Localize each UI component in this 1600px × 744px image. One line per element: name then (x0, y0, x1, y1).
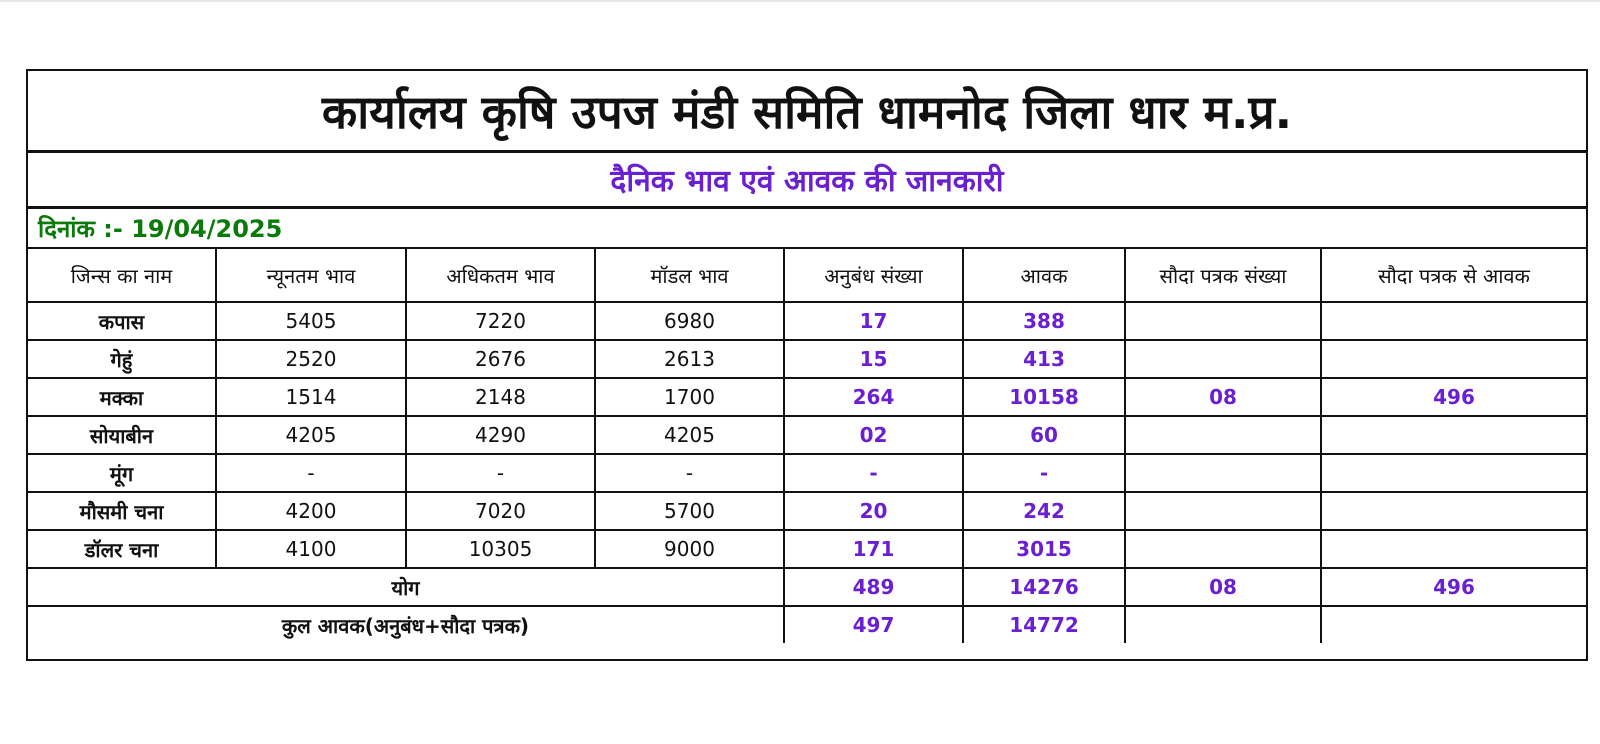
cell-arrival: 242 (963, 492, 1125, 530)
cell-sauda-count (1125, 340, 1321, 378)
cell-sauda-count (1125, 530, 1321, 568)
header-cell-max: अधिकतम भाव (406, 249, 595, 302)
cell-sauda-count: 08 (1125, 378, 1321, 416)
total-row-arrival: 14276 (963, 568, 1125, 606)
cell-crop-name: गेहुं (28, 340, 216, 378)
cell-min-price: 4200 (216, 492, 406, 530)
cell-sauda-arrival (1321, 454, 1586, 492)
report-date: दिनांक :- 19/04/2025 (28, 209, 1586, 249)
cell-sauda-arrival (1321, 530, 1586, 568)
grand-total-row-label: कुल आवक(अनुबंध+सौदा पत्रक) (28, 606, 784, 643)
cell-modal-price: 6980 (595, 302, 784, 340)
cell-sauda-count (1125, 416, 1321, 454)
cell-max-price: - (406, 454, 595, 492)
report-subtitle: दैनिक भाव एवं आवक की जानकारी (28, 153, 1586, 209)
grand-total-row-arrival: 14772 (963, 606, 1125, 643)
cell-min-price: 4205 (216, 416, 406, 454)
cell-sauda-arrival (1321, 492, 1586, 530)
cell-crop-name: डॉलर चना (28, 530, 216, 568)
table-row (28, 302, 1586, 340)
top-divider (0, 0, 1600, 2)
header-cell-sauda-arrival: सौदा पत्रक से आवक (1321, 249, 1586, 302)
cell-min-price: 2520 (216, 340, 406, 378)
total-row-contracts: 489 (784, 568, 963, 606)
header-cell-sauda-count: सौदा पत्रक संख्या (1125, 249, 1321, 302)
cell-sauda-arrival (1321, 302, 1586, 340)
cell-max-price: 4290 (406, 416, 595, 454)
header-cell-modal: मॉडल भाव (595, 249, 784, 302)
cell-min-price: 5405 (216, 302, 406, 340)
table-row (28, 340, 1586, 378)
grand-total-row-sauda-arrival (1321, 606, 1586, 643)
cell-modal-price: 5700 (595, 492, 784, 530)
cell-min-price: 1514 (216, 378, 406, 416)
cell-arrival: 60 (963, 416, 1125, 454)
total-row-sauda-arrival: 496 (1321, 568, 1586, 606)
cell-arrival: 3015 (963, 530, 1125, 568)
cell-crop-name: मौसमी चना (28, 492, 216, 530)
table-row (28, 416, 1586, 454)
cell-modal-price: 4205 (595, 416, 784, 454)
total-row-label: योग (28, 568, 784, 606)
price-arrival-table (28, 249, 1586, 643)
cell-contracts: 17 (784, 302, 963, 340)
cell-min-price: - (216, 454, 406, 492)
cell-arrival: 388 (963, 302, 1125, 340)
cell-contracts: 264 (784, 378, 963, 416)
header-cell-contracts: अनुबंध संख्या (784, 249, 963, 302)
header-cell-arrival: आवक (963, 249, 1125, 302)
cell-max-price: 2676 (406, 340, 595, 378)
total-row-sauda-count: 08 (1125, 568, 1321, 606)
cell-modal-price: 9000 (595, 530, 784, 568)
header-cell-min: न्यूनतम भाव (216, 249, 406, 302)
cell-sauda-arrival: 496 (1321, 378, 1586, 416)
cell-contracts: 15 (784, 340, 963, 378)
table-row (28, 454, 1586, 492)
table-header-row (28, 249, 1586, 302)
cell-crop-name: सोयाबीन (28, 416, 216, 454)
cell-max-price: 2148 (406, 378, 595, 416)
cell-contracts: - (784, 454, 963, 492)
cell-contracts: 02 (784, 416, 963, 454)
cell-sauda-count (1125, 492, 1321, 530)
office-title: कार्यालय कृषि उपज मंडी समिति धामनोद जिला धार म.प्र. (28, 71, 1586, 153)
cell-sauda-count (1125, 454, 1321, 492)
header-cell-crop: जिन्स का नाम (28, 249, 216, 302)
cell-crop-name: मक्का (28, 378, 216, 416)
cell-arrival: - (963, 454, 1125, 492)
cell-sauda-count (1125, 302, 1321, 340)
cell-max-price: 10305 (406, 530, 595, 568)
cell-contracts: 171 (784, 530, 963, 568)
cell-sauda-arrival (1321, 416, 1586, 454)
grand-total-row-sauda-count (1125, 606, 1321, 643)
cell-crop-name: मूंग (28, 454, 216, 492)
cell-arrival: 413 (963, 340, 1125, 378)
cell-sauda-arrival (1321, 340, 1586, 378)
cell-contracts: 20 (784, 492, 963, 530)
table-row (28, 378, 1586, 416)
cell-crop-name: कपास (28, 302, 216, 340)
cell-modal-price: - (595, 454, 784, 492)
grand-total-row-contracts: 497 (784, 606, 963, 643)
price-report-sheet (26, 69, 1588, 661)
total-row (28, 568, 1586, 606)
cell-arrival: 10158 (963, 378, 1125, 416)
cell-modal-price: 1700 (595, 378, 784, 416)
table-row (28, 492, 1586, 530)
grand-total-row (28, 606, 1586, 643)
cell-min-price: 4100 (216, 530, 406, 568)
cell-max-price: 7020 (406, 492, 595, 530)
table-row (28, 530, 1586, 568)
cell-max-price: 7220 (406, 302, 595, 340)
cell-modal-price: 2613 (595, 340, 784, 378)
